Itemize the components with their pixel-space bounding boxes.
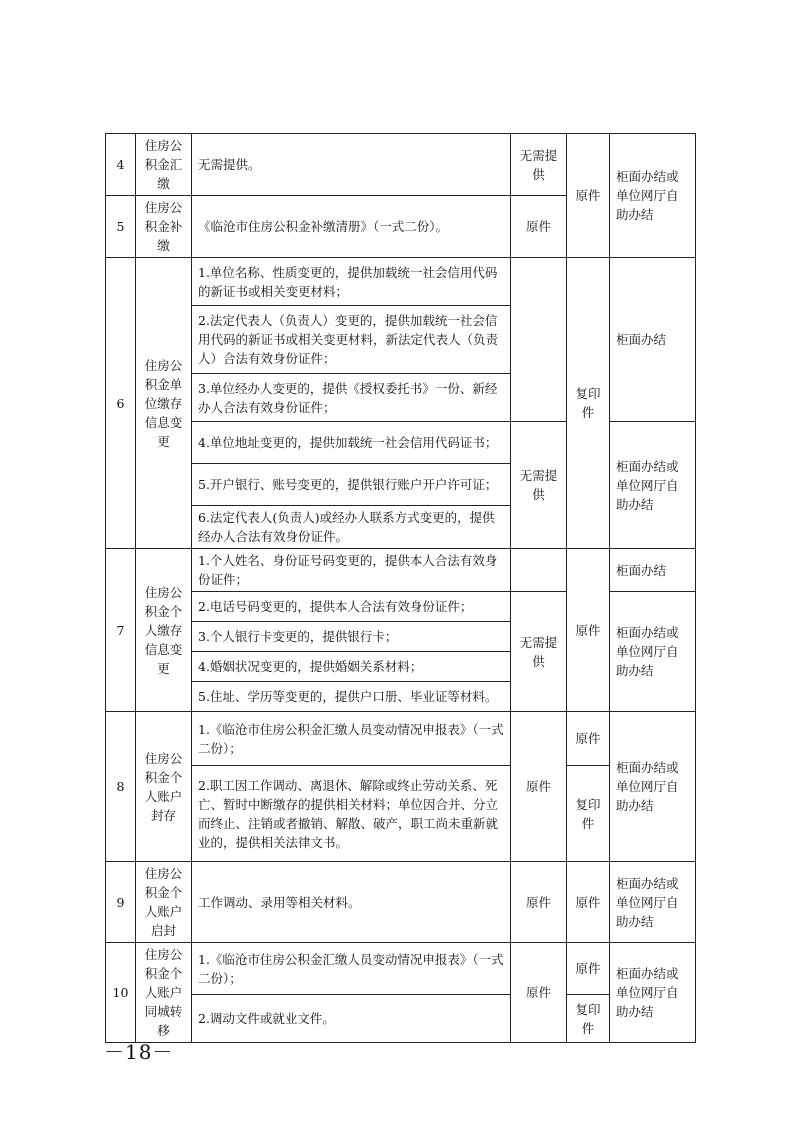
material-text: 3.单位经办人变更的，提供《授权委托书》一份、新经办人合法有效身份证件；: [192, 374, 511, 422]
material-text: 《临沧市住房公积金补缴清册》（一式二份）。: [192, 196, 511, 258]
material-text: 6.法定代表人(负责人)或经办人联系方式变更的，提供经办人合法有效身份证件。: [192, 506, 511, 549]
material-form: 原件: [511, 196, 567, 258]
material-form: 原件: [511, 943, 567, 1043]
row-number: 6: [106, 258, 136, 549]
material-form: [511, 549, 567, 592]
copy-type: 原件: [567, 549, 610, 712]
material-text: 2.法定代表人（负责人）变更的，提供加载统一社会信用代码的新证书或相关变更材料，新法定代表人（负责人）合法有效身份证件；: [192, 306, 511, 374]
handling-method: 柜面办结或单位网厅自助办结: [610, 592, 696, 712]
copy-type: 复印件: [567, 258, 610, 549]
material-text: 4.单位地址变更的，提供加载统一社会信用代码证书；: [192, 422, 511, 464]
material-form: 原件: [511, 712, 567, 862]
handling-method: 柜面办结: [610, 258, 696, 422]
table-row: [106, 862, 696, 943]
material-text: 1.《临沧市住房公积金汇缴人员变动情况申报表》（一式二份）；: [192, 943, 511, 995]
handling-method: 柜面办结或单位网厅自助办结: [610, 422, 696, 549]
table-row: [106, 995, 696, 1043]
handling-method: 柜面办结或单位网厅自助办结: [610, 862, 696, 943]
handling-method: 柜面办结或单位网厅自助办结: [610, 134, 696, 258]
item-name: 住房公积金单位缴存信息变更: [136, 258, 192, 549]
copy-type: 复印件: [567, 766, 610, 862]
material-form: 原件: [511, 862, 567, 943]
material-text: 5.住址、学历等变更的，提供户口册、毕业证等材料。: [192, 682, 511, 712]
copy-type: 原件: [567, 134, 610, 258]
page-number: －18－: [104, 1040, 174, 1064]
item-name: 住房公积金个人缴存信息变更: [136, 549, 192, 712]
row-number: 7: [106, 549, 136, 712]
copy-type: 原件: [567, 862, 610, 943]
handling-method: 柜面办结: [610, 549, 696, 592]
row-number: 8: [106, 712, 136, 862]
material-form: 无需提供: [511, 422, 567, 549]
material-text: 5.开户银行、账号变更的，提供银行账户开户许可证；: [192, 464, 511, 506]
table-row: [106, 766, 696, 862]
copy-type: 复印件: [567, 995, 610, 1043]
material-text: 工作调动、录用等相关材料。: [192, 862, 511, 943]
item-name: 住房公积金补缴: [136, 196, 192, 258]
table-row: [106, 943, 696, 995]
material-form: [511, 258, 567, 422]
material-text: 2.职工因工作调动、离退休、解除或终止劳动关系、死亡、暂时中断缴存的提供相关材料；单位因合并、分立而终止、注销或者撤销、解散、破产，职工尚未重新就业的，提供相关法律文书。: [192, 766, 511, 862]
row-number: 4: [106, 134, 136, 196]
item-name: 住房公积金个人账户启封: [136, 862, 192, 943]
material-text: 4.婚姻状况变更的，提供婚姻关系材料；: [192, 652, 511, 682]
item-name: 住房公积金个人账户封存: [136, 712, 192, 862]
row-number: 9: [106, 862, 136, 943]
material-text: 2.电话号码变更的，提供本人合法有效身份证件；: [192, 592, 511, 622]
material-text: 2.调动文件或就业文件。: [192, 995, 511, 1043]
material-text: 1.《临沧市住房公积金汇缴人员变动情况申报表》（一式二份）；: [192, 712, 511, 766]
material-text: 无需提供。: [192, 134, 511, 196]
material-text: 1.单位名称、性质变更的，提供加载统一社会信用代码的新证书或相关变更材料；: [192, 258, 511, 306]
table-row: [106, 258, 696, 306]
material-text: 1.个人姓名、身份证号码变更的，提供本人合法有效身份证件；: [192, 549, 511, 592]
material-form: 无需提供: [511, 592, 567, 712]
handling-method: 柜面办结或单位网厅自助办结: [610, 712, 696, 862]
matters-table: [105, 133, 696, 1043]
table-row: [106, 549, 696, 592]
table-row: [106, 134, 696, 196]
material-text: 3.个人银行卡变更的，提供银行卡；: [192, 622, 511, 652]
row-number: 5: [106, 196, 136, 258]
material-form: 无需提供: [511, 134, 567, 196]
handling-method: 柜面办结或单位网厅自助办结: [610, 943, 696, 1043]
item-name: 住房公积金个人账户同城转移: [136, 943, 192, 1043]
copy-type: 原件: [567, 712, 610, 766]
copy-type: 原件: [567, 943, 610, 995]
table-row: [106, 712, 696, 766]
item-name: 住房公积金汇缴: [136, 134, 192, 196]
row-number: 10: [106, 943, 136, 1043]
